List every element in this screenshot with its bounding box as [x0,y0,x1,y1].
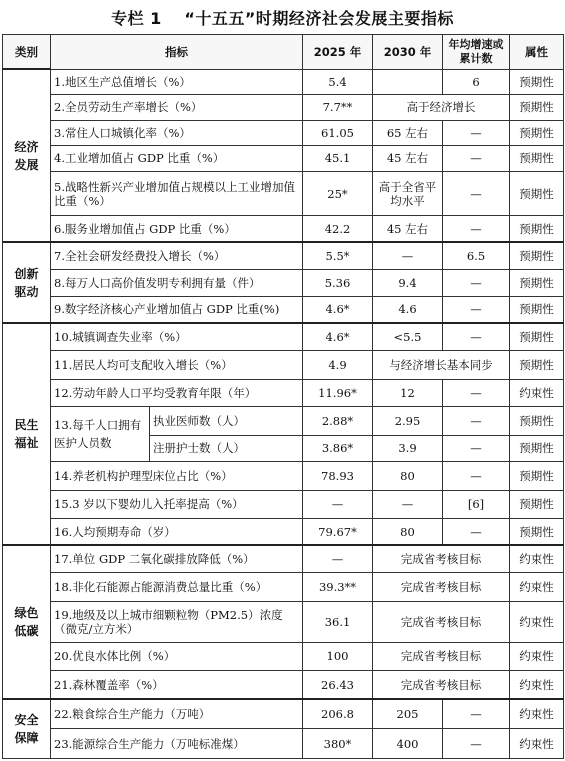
value-growth: — [443,435,510,462]
table-row [3,95,564,120]
attribute-cell: 预期性 [510,146,564,171]
value-2030: 9.4 [373,270,443,297]
value-2030: 80 [373,519,443,546]
value-growth: — [443,729,510,759]
value-2025: 380* [303,729,373,759]
value-2030: 12 [373,379,443,407]
attribute-cell: 约束性 [510,379,564,407]
table-row [3,671,564,700]
table-row [3,462,564,491]
value-2025: 5.5* [303,242,373,270]
attribute-cell: 预期性 [510,323,564,351]
indicator-cell: 17.单位 GDP 二氧化碳排放降低（%） [51,545,303,573]
indicator-cell: 12.劳动年龄人口平均受教育年限（年） [51,379,303,407]
table-row [3,379,564,407]
indicator-cell: 13.每千人口拥有医护人员数 [51,407,150,462]
value-merged: 完成省考核目标 [373,601,510,642]
value-2030: 45 左右 [373,216,443,243]
attribute-cell: 预期性 [510,69,564,94]
table-row [3,296,564,323]
value-2030: 4.6 [373,296,443,323]
indicator-cell: 8.每万人口高价值发明专利拥有量（件） [51,270,303,297]
indicator-cell: 7.全社会研发经费投入增长（%） [51,242,303,270]
table-row [3,519,564,546]
value-merged: 完成省考核目标 [373,671,510,700]
indicator-cell: 15.3 岁以下婴幼儿入托率提高（%） [51,490,303,519]
value-growth: — [443,699,510,729]
header-row [3,35,564,70]
value-2025: 206.8 [303,699,373,729]
attribute-cell: 预期性 [510,242,564,270]
header-indicator: 指标 [51,35,303,70]
table-row [3,216,564,243]
value-2025: 39.3** [303,573,373,602]
value-growth: — [443,462,510,491]
category-security: 安全保障 [3,699,51,758]
value-growth: 6 [443,69,510,94]
indicators-table [2,34,564,759]
indicator-cell: 19.地级及以上城市细颗粒物（PM2.5）浓度（微克/立方米） [51,601,303,642]
value-2025: 26.43 [303,671,373,700]
value-2030: 65 左右 [373,120,443,145]
value-growth: — [443,379,510,407]
attribute-cell: 预期性 [510,120,564,145]
value-2025: 61.05 [303,120,373,145]
indicator-cell: 6.服务业增加值占 GDP 比重（%） [51,216,303,243]
indicator-cell: 2.全员劳动生产率增长（%） [51,95,303,120]
page-title: 专栏 1 “十五五”时期经济社会发展主要指标 [111,8,454,28]
indicator-cell: 21.森林覆盖率（%） [51,671,303,700]
value-growth: — [443,323,510,351]
category-economy: 经济发展 [3,69,51,242]
value-merged: 完成省考核目标 [373,545,510,573]
value-merged: 高于经济增长 [373,95,510,120]
value-2030 [373,69,443,94]
header-category: 类别 [3,35,51,70]
value-merged: 与经济增长基本同步 [373,351,510,380]
table-row [3,242,564,270]
value-2025: 78.93 [303,462,373,491]
header-2030: 2030 年 [373,35,443,70]
attribute-cell: 预期性 [510,435,564,462]
table-row [3,490,564,519]
value-2030: — [373,490,443,519]
value-2025: 100 [303,642,373,671]
attribute-cell: 预期性 [510,296,564,323]
indicator-cell: 11.居民人均可支配收入增长（%） [51,351,303,380]
table-row [3,642,564,671]
indicator-cell: 1.地区生产总值增长（%） [51,69,303,94]
value-2025: 5.36 [303,270,373,297]
table-row [3,545,564,573]
value-2030: — [373,242,443,270]
attribute-cell: 预期性 [510,462,564,491]
value-2025: 4.9 [303,351,373,380]
category-green: 绿色低碳 [3,545,51,699]
header-2025: 2025 年 [303,35,373,70]
category-innovation: 创新驱动 [3,242,51,323]
value-2030: 45 左右 [373,146,443,171]
value-2030: 高于全省平均水平 [373,171,443,216]
value-growth: — [443,216,510,243]
indicator-cell: 18.非化石能源占能源消费总量比重（%） [51,573,303,602]
indicator-cell: 9.数字经济核心产业增加值占 GDP 比重(%) [51,296,303,323]
table-row [3,146,564,171]
indicator-cell: 5.战略性新兴产业增加值占规模以上工业增加值比重（%） [51,171,303,216]
value-growth: 6.5 [443,242,510,270]
value-growth: — [443,146,510,171]
attribute-cell: 约束性 [510,699,564,729]
attribute-cell: 预期性 [510,270,564,297]
attribute-cell: 预期性 [510,490,564,519]
table-row [3,351,564,380]
table-row [3,573,564,602]
table-row [3,601,564,642]
value-2030: 3.9 [373,435,443,462]
value-2025: 5.4 [303,69,373,94]
indicator-cell: 20.优良水体比例（%） [51,642,303,671]
attribute-cell: 约束性 [510,642,564,671]
attribute-cell: 预期性 [510,519,564,546]
value-growth: — [443,519,510,546]
value-2025: 42.2 [303,216,373,243]
attribute-cell: 约束性 [510,601,564,642]
value-2025: 25* [303,171,373,216]
table-row [3,323,564,351]
value-growth: — [443,120,510,145]
value-merged: 完成省考核目标 [373,642,510,671]
value-2025: 4.6* [303,323,373,351]
value-2025: 11.96* [303,379,373,407]
value-2030: 80 [373,462,443,491]
value-growth: — [443,270,510,297]
header-attribute: 属性 [510,35,564,70]
value-growth: — [443,296,510,323]
value-2025: 36.1 [303,601,373,642]
attribute-cell: 预期性 [510,351,564,380]
value-2025: 3.86* [303,435,373,462]
category-livelihood: 民生福祉 [3,323,51,545]
indicator-cell: 16.人均预期寿命（岁） [51,519,303,546]
value-2025: 79.67* [303,519,373,546]
indicator-cell: 3.常住人口城镇化率（%） [51,120,303,145]
table-row [3,120,564,145]
indicator-cell: 23.能源综合生产能力（万吨标准煤） [51,729,303,759]
value-2030: 2.95 [373,407,443,436]
table-row [3,729,564,759]
indicator-cell: 10.城镇调查失业率（%） [51,323,303,351]
indicator-cell: 14.养老机构护理型床位占比（%） [51,462,303,491]
value-2030: <5.5 [373,323,443,351]
table-row [3,171,564,216]
header-growth: 年均增速或累计数 [443,35,510,70]
sub-indicator-cell: 注册护士数（人） [150,435,303,462]
value-2025: 2.88* [303,407,373,436]
attribute-cell: 预期性 [510,407,564,436]
attribute-cell: 预期性 [510,95,564,120]
value-2025: 45.1 [303,146,373,171]
value-2030: 400 [373,729,443,759]
table-row [3,270,564,297]
value-2030: 205 [373,699,443,729]
value-2025: 7.7** [303,95,373,120]
attribute-cell: 预期性 [510,171,564,216]
sub-indicator-cell: 执业医师数（人） [150,407,303,436]
value-2025: — [303,545,373,573]
value-merged: 完成省考核目标 [373,573,510,602]
attribute-cell: 约束性 [510,729,564,759]
attribute-cell: 约束性 [510,573,564,602]
indicator-cell: 22.粮食综合生产能力（万吨） [51,699,303,729]
indicator-cell: 4.工业增加值占 GDP 比重（%） [51,146,303,171]
table-row [3,407,564,436]
table-row [3,69,564,94]
attribute-cell: 约束性 [510,545,564,573]
table-row [3,699,564,729]
attribute-cell: 预期性 [510,216,564,243]
attribute-cell: 约束性 [510,671,564,700]
value-growth: [6] [443,490,510,519]
value-growth: — [443,171,510,216]
value-2025: — [303,490,373,519]
value-2025: 4.6* [303,296,373,323]
value-growth: — [443,407,510,436]
